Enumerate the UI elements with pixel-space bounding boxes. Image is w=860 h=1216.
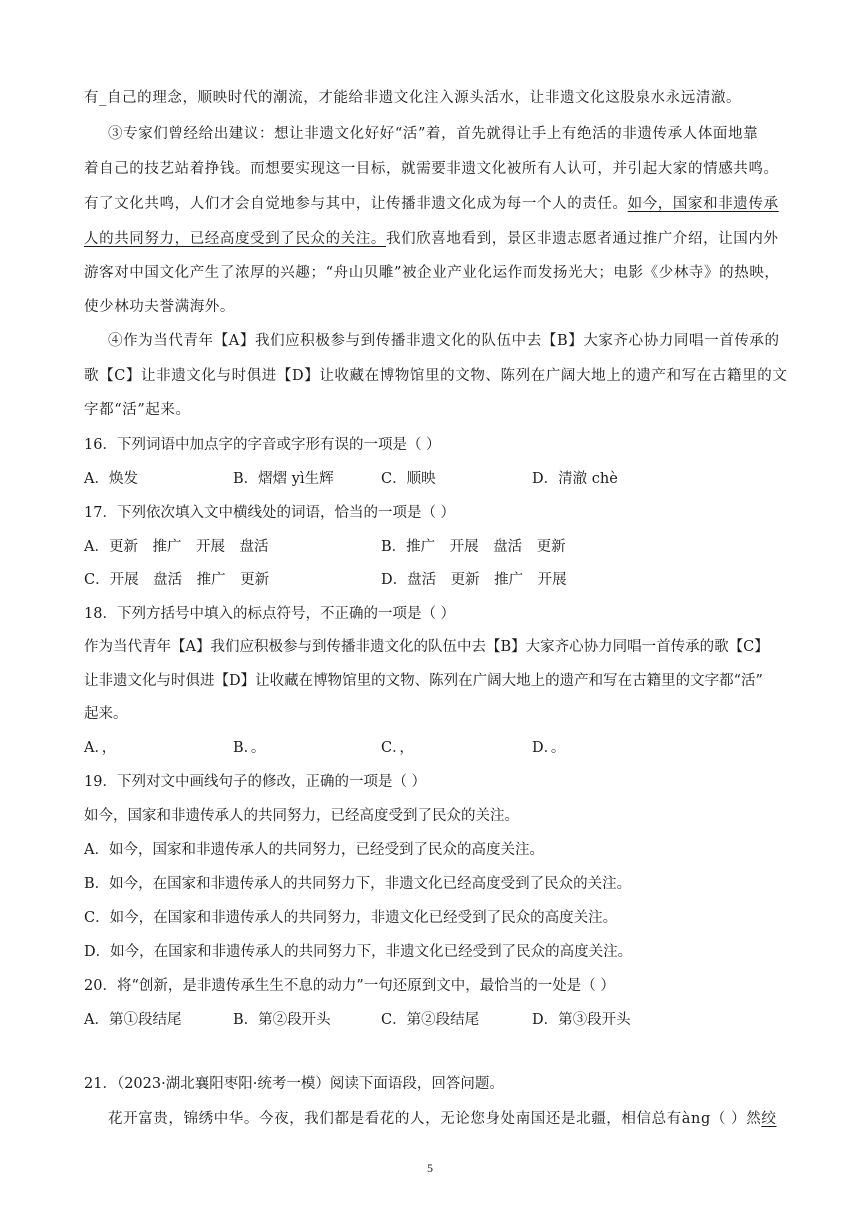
question-19-stem: 19．下列对文中画线句子的修改，正确的一项是（ ）: [84, 774, 427, 790]
question-20-option-c: C．第②段结尾: [381, 1012, 480, 1028]
underlined-sentence-start: 如今，国家和非遗传承: [627, 196, 779, 212]
question-19-option-d: D．如今，在国家和非遗传承人的共同努力下，非遗文化已经受到了民众的高度关注。: [84, 944, 633, 960]
question-18-option-d: D．。: [532, 740, 566, 756]
question-17-option-a: A．更新 推广 开展 盘活: [84, 539, 269, 555]
question-20-stem: 20．将“创新，是非遗传承生生不息的动力”一句还原到文中，最恰当的一处是（ ）: [84, 978, 615, 994]
question-18-quote-line-2: 让非遗文化与时俱进【D】让收藏在博物馆里的文物、陈列在广阔大地上的遗产和写在古籍里的文字都“活”: [84, 673, 763, 689]
question-16-option-a: A．焕发: [84, 471, 138, 487]
question-18-option-a: A．，: [84, 740, 117, 756]
question-18-option-b: B．。: [233, 740, 266, 756]
question-17-stem: 17．下列依次填入文中横线处的词语，恰当的一项是（ ）: [84, 505, 456, 521]
passage-paragraph-3-line-2: 着自己的技艺站着挣钱。而想要实现这一目标，就需要非遗文化被所有人认可，并引起大家的情感共鸣。: [84, 161, 779, 177]
question-18-option-c: C．，: [381, 740, 414, 756]
passage-paragraph-3-line-6: 使少林功夫誉满海外。: [84, 299, 235, 315]
passage-paragraph-4-line-2: 歌【C】让非遗文化与时俱进【D】让收藏在博物馆里的文物、陈列在广阔大地上的遗产和写在古籍里的文: [84, 368, 788, 384]
passage-paragraph-4-line-3: 字都“活”起来。: [84, 402, 191, 418]
question-19-option-c: C．如今，在国家和非遗传承人的共同努力，非遗文化已经受到了民众的高度关注。: [84, 910, 618, 926]
passage-text: 我们欣喜地看到，景区非遗志愿者通过推广介绍，让国内外: [386, 231, 779, 247]
question-16-option-d: D．清澈 chè: [532, 471, 618, 487]
passage-paragraph-3-line-1: ③专家们曾经给出建议：想让非遗文化好好“活”着，首先就得让手上有绝活的非遗传承人体面地靠: [108, 126, 759, 142]
question-20-option-d: D．第③段开头: [532, 1012, 631, 1028]
page-number: 5: [427, 1161, 433, 1175]
passage-text: 花开富贵，锦绣中华。今夜，我们都是看花的人，无论您身处南国还是北疆，相信总有àng（ ）然: [108, 1111, 762, 1127]
passage-paragraph-3-line-4: [84, 229, 784, 249]
question-20-option-a: A．第①段结尾: [84, 1012, 182, 1028]
question-18-stem: 18．下列方括号中填入的标点符号，不正确的一项是（ ）: [84, 606, 456, 622]
question-17-option-b: B．推广 开展 盘活 更新: [381, 539, 566, 555]
question-18-quote-line-3: 起来。: [84, 706, 128, 722]
question-20-option-b: B．第②段开头: [233, 1012, 331, 1028]
passage-paragraph-4-line-1: ④作为当代青年【A】我们应积极参与到传播非遗文化的队伍中去【B】大家齐心协力同唱一首传承的: [108, 333, 780, 349]
passage-paragraph-3-line-5: 游客对中国文化产生了浓厚的兴趣；“舟山贝雕”被企业产业化运作而发扬光大；电影《少林寺》的热映，: [84, 265, 780, 281]
passage-paragraph-1-tail: 有_自己的理念，顺映时代的潮流，才能给非遗文化注入源头活水，让非遗文化这股泉水永远清澈。: [84, 90, 742, 106]
question-19-original-sentence: 如今，国家和非遗传承人的共同努力，已经高度受到了民众的关注。: [84, 808, 519, 824]
question-17-option-d: D．盘活 更新 推广 开展: [381, 572, 567, 588]
question-16-option-b: B．熠熠 yì生辉: [233, 471, 334, 487]
question-16-option-c: C．顺映: [381, 471, 436, 487]
underlined-word: 绞: [761, 1111, 777, 1127]
question-19-option-b: B．如今，在国家和非遗传承人的共同努力下，非遗文化已经高度受到了民众的关注。: [84, 876, 632, 892]
passage-text: 有了文化共鸣，人们才会自觉地参与其中，让传播非遗文化成为每一个人的责任。: [84, 196, 628, 212]
question-21-passage-line-1: [108, 1109, 788, 1129]
underlined-sentence-end: 人的共同努力，已经高度受到了民众的关注。: [84, 231, 386, 247]
question-21-stem: 21．（2023·湖北襄阳枣阳·统考一模）阅读下面语段，回答问题。: [84, 1076, 504, 1092]
question-19-option-a: A．如今，国家和非遗传承人的共同努力，已经受到了民众的高度关注。: [84, 842, 544, 858]
passage-paragraph-3-line-3: [84, 194, 784, 214]
question-17-option-c: C．开展 盘活 推广 更新: [84, 572, 270, 588]
question-16-stem: 16．下列词语中加点字的字音或字形有误的一项是（ ）: [84, 437, 441, 453]
question-18-quote-line-1: 作为当代青年【A】我们应积极参与到传播非遗文化的队伍中去【B】大家齐心协力同唱一首传承的歌【C】: [84, 639, 769, 655]
